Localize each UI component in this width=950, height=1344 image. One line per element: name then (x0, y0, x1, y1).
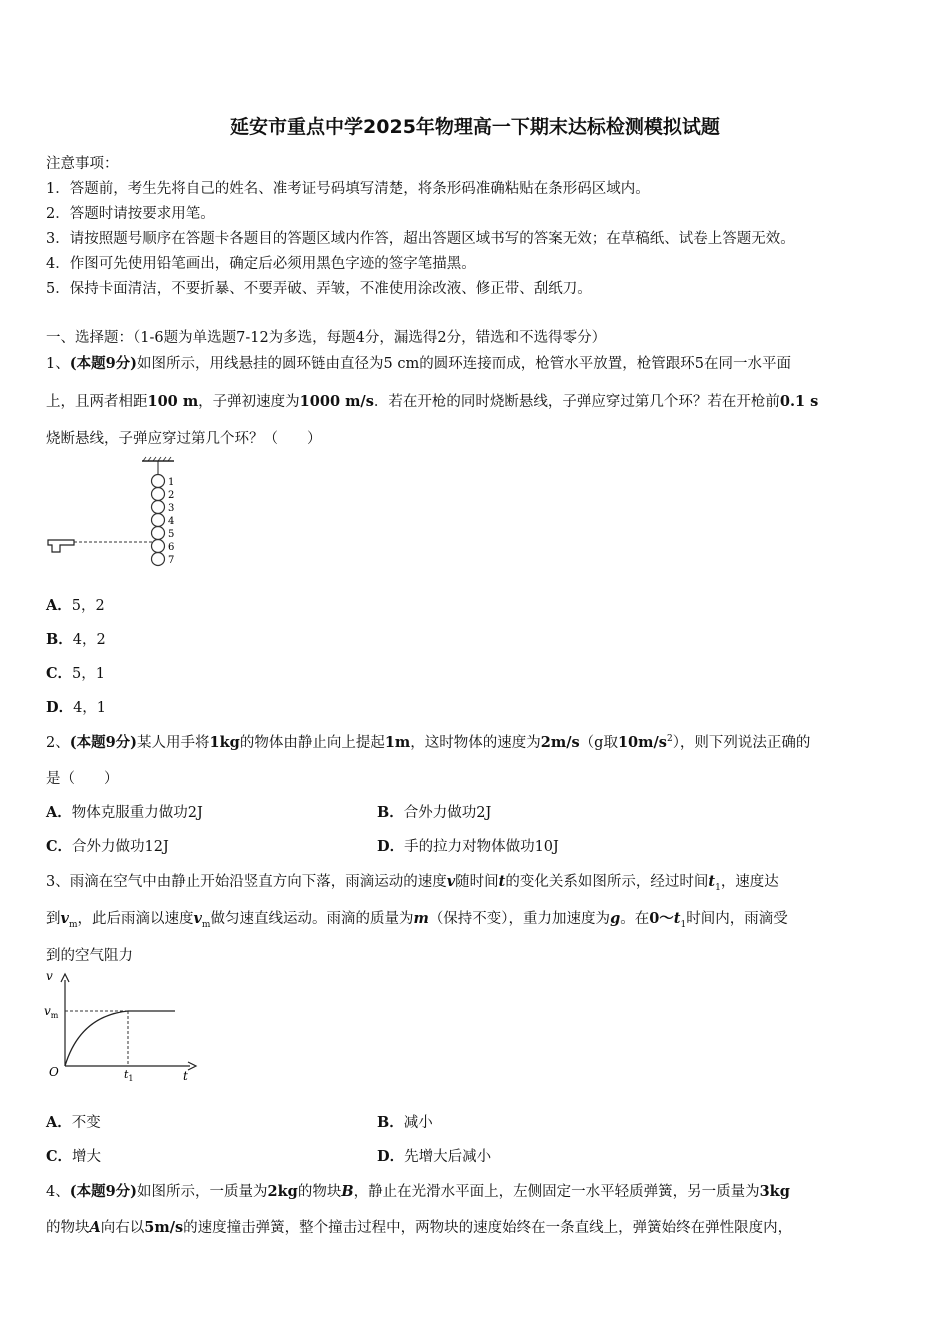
velocity-time-graph (40, 966, 200, 1084)
exam-title: 延安市重点中学2025年物理高一下期末达标检测模拟试题 (230, 116, 720, 138)
q3-option-a[interactable]: A．不变 (46, 1114, 101, 1131)
ring-4 (152, 514, 165, 527)
notice-item-1: 1．答题前，考生先将自己的姓名、准考证号码填写清楚，将条形码准确粘贴在条形码区域内。 (46, 181, 650, 197)
q2-option-a[interactable]: A．物体克服重力做功2J (46, 804, 203, 821)
q1-option-b[interactable]: B．4，2 (46, 631, 106, 648)
t-axis-label: t (183, 1069, 188, 1083)
notice-item-2: 2．答题时请按要求用笔。 (46, 206, 215, 222)
q4-line-2: 的物块A向右以5m/s的速度撞击弹簧，整个撞击过程中，两物块的速度始终在一条直线上，弹簧始终在弹性限度内， (46, 1219, 793, 1236)
notice-item-4: 4．作图可先使用铅笔画出，确定后必须用黑色字迹的签字笔描黑。 (46, 256, 476, 272)
q1-option-a[interactable]: A．5，2 (46, 597, 105, 614)
notice-item-3: 3．请按照题号顺序在答题卡各题目的答题区域内作答，超出答题区域书写的答案无效；在草稿纸、试卷上答题无效。 (46, 231, 795, 247)
q2-option-d[interactable]: D．手的拉力对物体做功10J (377, 838, 559, 855)
ring-3 (152, 501, 165, 514)
ring-2 (152, 488, 165, 501)
ring-5 (152, 527, 165, 540)
q1-line-3: 烧断悬线，子弹应穿过第几个环？（ ） (46, 431, 322, 447)
ring-label: 4 (168, 516, 175, 527)
notice-heading: 注意事项： (46, 156, 119, 172)
q3-option-c[interactable]: C．增大 (46, 1148, 102, 1165)
ring-label: 2 (168, 490, 175, 501)
notice-item-5: 5．保持卡面清洁，不要折暴、不要弄破、弄皱，不准使用涂改液、修正带、刮纸刀。 (46, 281, 592, 297)
v-axis-label: v (46, 969, 53, 983)
q2-line-2: 是（ ） (46, 771, 119, 787)
velocity-curve (65, 1011, 128, 1066)
q2-option-b[interactable]: B．合外力做功2J (377, 804, 492, 821)
q3-line-3: 到的空气阻力 (46, 948, 133, 964)
q4-line-1: 4、(本题9分)如图所示，一质量为2kg的物块B，静止在光滑水平面上，左侧固定一水平轻质弹簧，另一质量为3kg (46, 1183, 790, 1200)
origin-label: O (49, 1065, 59, 1079)
q2-option-c[interactable]: C．合外力做功12J (46, 838, 169, 855)
gun-icon (48, 540, 74, 552)
ring-label: 6 (168, 542, 175, 553)
ring-label: 5 (168, 529, 175, 540)
q1-line-1: 1、(本题9分)如图所示，用线悬挂的圆环链由直径为5 cm的圆环连接而成，枪管水平放置，枪管跟环5在同一水平面 (46, 355, 791, 372)
q1-line-2: 上，且两者相距100 m，子弹初速度为1000 m/s．若在开枪的同时烧断悬线，子弹应穿过第几个环？若在开枪前0.1 s (46, 393, 819, 410)
t1-label: $t_1$ (124, 1068, 134, 1083)
q3-option-b[interactable]: B．减小 (377, 1114, 433, 1131)
ring-chain-figure (44, 456, 184, 574)
q1-option-d[interactable]: D．4，1 (46, 699, 107, 716)
q3-line-1: 3、雨滴在空气中由静止开始沿竖直方向下落，雨滴运动的速度v随时间t的变化关系如图所示，经过时间$t_1$，速度达 (46, 873, 779, 893)
q1-option-c[interactable]: C．5，1 (46, 665, 105, 682)
section-heading: 一、选择题：（1-6题为单选题7-12为多选，每题4分，漏选得2分，错选和不选得零分） (46, 330, 607, 346)
vm-label: $v_m$ (44, 1004, 59, 1020)
ring-label: 1 (168, 477, 175, 488)
q3-line-2: 到$v_m$，此后雨滴以速度$v_m$做匀速直线运动。雨滴的质量为m（保持不变），重力加速度为g。在$0\sim t_1$时间内，雨滴受 (46, 910, 788, 930)
ring-label: 3 (168, 503, 175, 514)
ring-7 (152, 553, 165, 566)
ring-6 (152, 540, 165, 553)
q3-option-d[interactable]: D．先增大后减小 (377, 1148, 492, 1165)
q2-line-1: 2、(本题9分)某人用手将1kg的物体由静止向上提起1m，这时物体的速度为2m/s（g取$10m/s^2$），则下列说法正确的 (46, 734, 811, 751)
ring-1 (152, 475, 165, 488)
ring-label: 7 (168, 555, 175, 566)
